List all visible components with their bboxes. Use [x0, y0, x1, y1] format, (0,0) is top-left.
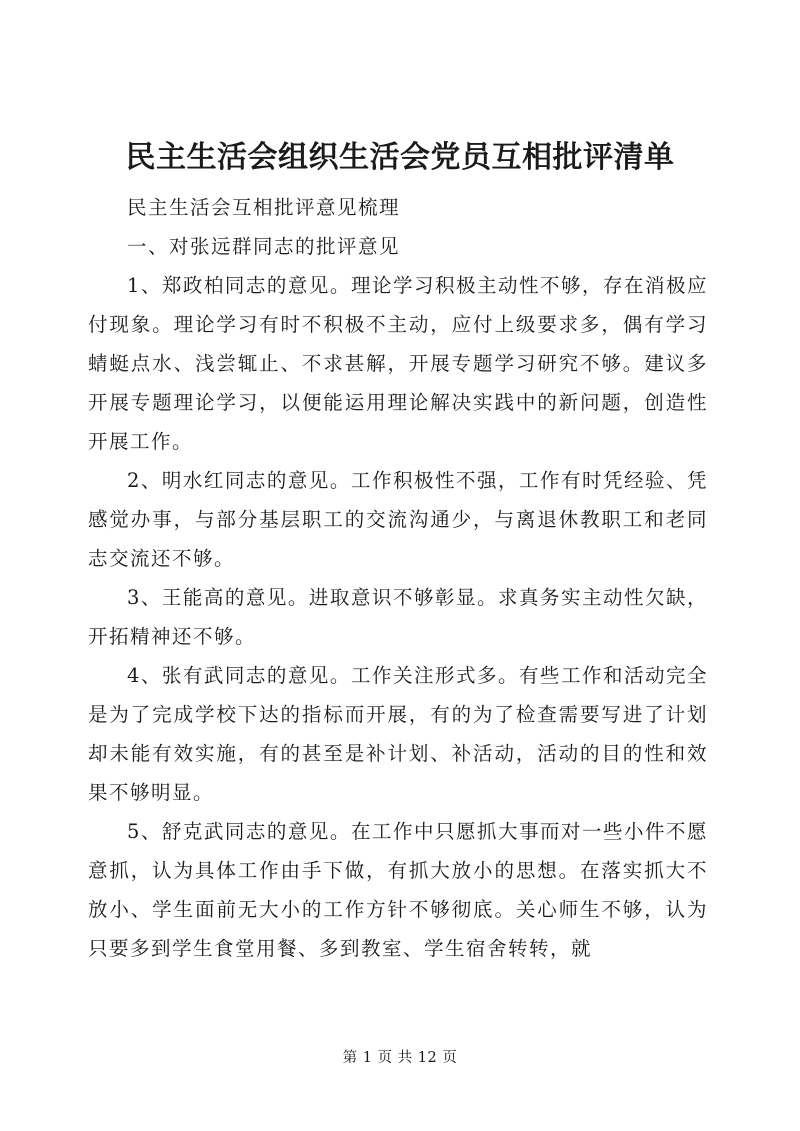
document-body — [88, 188, 708, 968]
document-title: 民主生活会组织生活会党员互相批评清单 — [125, 140, 675, 175]
page-footer: 第 1 页 共 12 页 — [342, 1050, 458, 1066]
section-heading: 一、对张远群同志的批评意见 — [127, 235, 401, 258]
body-paragraph-1: 1、郑政柏同志的意见。理论学习积极主动性不够，存在消极应付现象。理论学习有时不积极不主动，应付上级要求多，偶有学习蜻蜓点水、浅尝辄止、不求甚解，开展专题学习研究不够。建议多开展专题理论学习，以便能运用理论解决实践中的新问题，创造性开展工作。 — [88, 274, 708, 453]
subtitle-paragraph: 民主生活会互相批评意见梳理 — [127, 196, 401, 219]
body-paragraph-4: 4、张有武同志的意见。工作关注形式多。有些工作和活动完全是为了完成学校下达的指标而开展，有的为了检查需要写进了计划却未能有效实施，有的甚至是补计划、补活动，活动的目的性和效果不够明显。 — [88, 664, 708, 804]
body-paragraph-3: 3、王能高的意见。进取意识不够彰显。求真务实主动性欠缺，开拓精神还不够。 — [88, 586, 708, 648]
body-paragraph-5: 5、舒克武同志的意见。在工作中只愿抓大事而对一些小件不愿意抓，认为具体工作由手下做，有抓大放小的思想。在落实抓大不放小、学生面前无大小的工作方针不够彻底。关心师生不够，认为只要多到学生食堂用餐、多到教室、学生宿舍转转，就 — [88, 820, 708, 960]
body-paragraph-2: 2、明水红同志的意见。工作积极性不强，工作有时凭经验、凭感觉办事，与部分基层职工的交流沟通少，与离退休教职工和老同志交流还不够。 — [88, 469, 708, 570]
